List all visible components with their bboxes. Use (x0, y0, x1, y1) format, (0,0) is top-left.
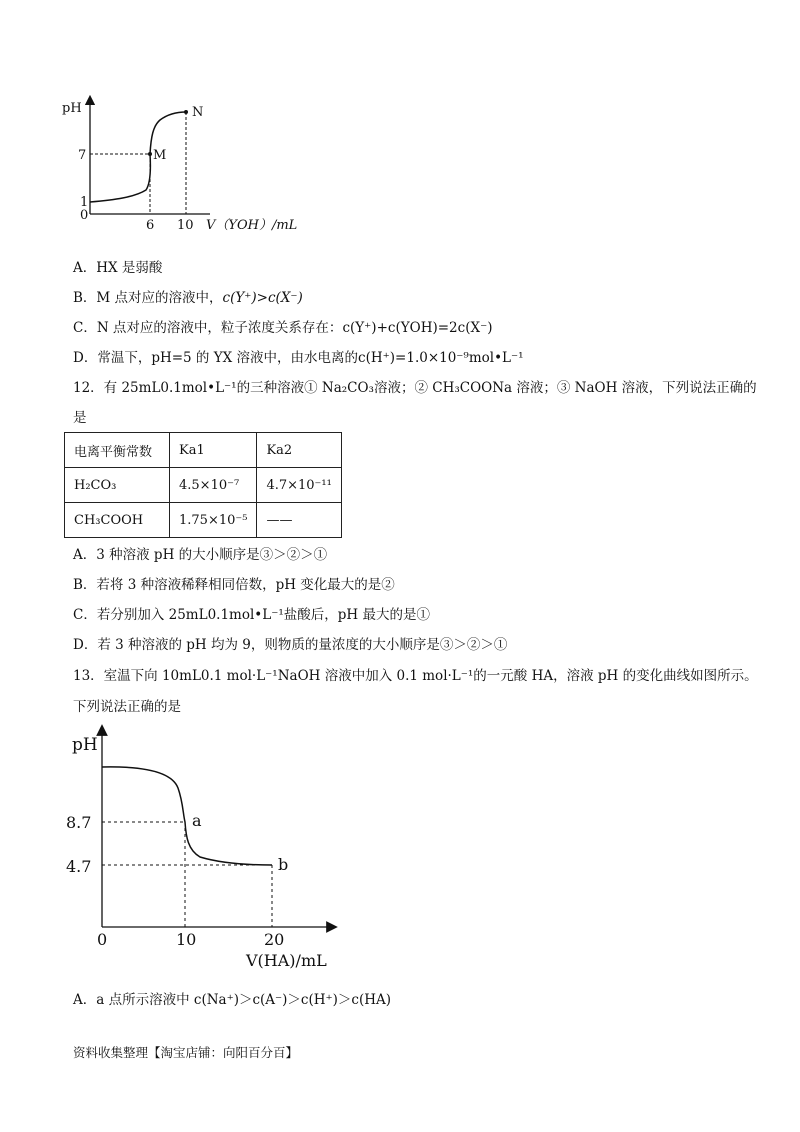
table-row (65, 503, 342, 538)
q12-option-d: D．若 3 种溶液的 pH 均为 9，则物质的量浓度的大小顺序是③＞②＞① (73, 637, 508, 653)
q12-option-b: B．若将 3 种溶液稀释相同倍数，pH 变化最大的是② (73, 577, 395, 593)
titration-curve-1 (90, 112, 186, 202)
q12-option-c: C．若分别加入 25mL0.1mol•L⁻¹盐酸后，pH 最大的是① (73, 607, 430, 623)
table-row (65, 468, 342, 503)
q11-option-c-relation: c(Y⁺)+c(YOH)=2c(X⁻) (342, 320, 493, 336)
y-tick-8-7: 8.7 (66, 813, 92, 832)
label-b: b (278, 855, 289, 874)
q11-option-a: A．HX 是弱酸 (73, 260, 163, 276)
q11-option-d-text: D．常温下，pH=5 的 YX 溶液中，由水电离的 (73, 350, 359, 366)
q11-option-c (73, 318, 492, 338)
q12-stem-line2: 是 (73, 410, 87, 426)
q12-option-a: A．3 种溶液 pH 的大小顺序是③＞②＞① (73, 547, 328, 563)
q12-stem-line1: 12．有 25mL0.1mol•L⁻¹的三种溶液① Na₂CO₃溶液；② CH₃COONa 溶液；③ NaOH 溶液，下列说法正确的 (73, 380, 757, 396)
table-cell: 4.5×10⁻⁷ (170, 468, 257, 503)
y-tick-0: 0 (80, 208, 89, 223)
q11-option-c-text: C．N 点对应的溶液中，粒子浓度关系存在： (73, 320, 343, 336)
q11-option-d-relation: c(H⁺)=1.0×10⁻⁹mol•L⁻¹ (358, 350, 524, 366)
titration-chart-1 (60, 92, 320, 242)
table-cell: CH₃COOH (65, 503, 170, 538)
titration-chart-2 (60, 722, 350, 977)
x-axis-label: V（YOH）/mL (206, 218, 298, 233)
q11-option-b-text: B．M 点对应的溶液中， (73, 290, 223, 306)
q13-option-a: A．a 点所示溶液中 c(Na⁺)＞c(A⁻)＞c(H⁺)＞c(HA) (73, 992, 392, 1008)
y-tick-1: 1 (80, 195, 89, 210)
table-cell: 1.75×10⁻⁵ (170, 503, 257, 538)
q11-option-d (73, 348, 524, 368)
point-M (148, 152, 152, 156)
x-tick-6: 6 (146, 218, 155, 233)
x-tick-0: 0 (97, 930, 108, 949)
q11-option-b (73, 288, 303, 308)
x-tick-10: 10 (176, 930, 197, 949)
table-header-cell: 电离平衡常数 (65, 433, 170, 468)
table-header-cell: Ka2 (257, 433, 341, 468)
titration-curve-2 (102, 767, 272, 865)
table-cell: —— (257, 503, 341, 538)
point-N (184, 110, 188, 114)
x-tick-10: 10 (177, 218, 194, 233)
label-M: M (153, 148, 167, 163)
x-axis-label: V(HA)/mL (246, 951, 327, 970)
table-cell: H₂CO₃ (65, 468, 170, 503)
y-axis-label: pH (72, 735, 98, 755)
table-header-row (65, 433, 342, 468)
x-tick-20: 20 (264, 930, 285, 949)
table-header-cell: Ka1 (170, 433, 257, 468)
label-N: N (192, 105, 204, 120)
q13-stem-line1: 13．室温下向 10mL0.1 mol·L⁻¹NaOH 溶液中加入 0.1 mol·L⁻¹的一元酸 HA，溶液 pH 的变化曲线如图所示。 (73, 668, 758, 684)
q11-option-b-relation: c(Y⁺)>c(X⁻) (222, 290, 303, 306)
q13-stem-line2: 下列说法正确的是 (73, 699, 181, 715)
label-a: a (192, 811, 202, 830)
y-tick-4-7: 4.7 (66, 857, 92, 876)
ionization-constant-table (64, 432, 342, 538)
y-axis-label: pH (62, 101, 82, 116)
footer-source: 资料收集整理【淘宝店铺：向阳百分百】 (73, 1045, 299, 1060)
y-tick-7: 7 (78, 148, 87, 163)
table-cell: 4.7×10⁻¹¹ (257, 468, 341, 503)
